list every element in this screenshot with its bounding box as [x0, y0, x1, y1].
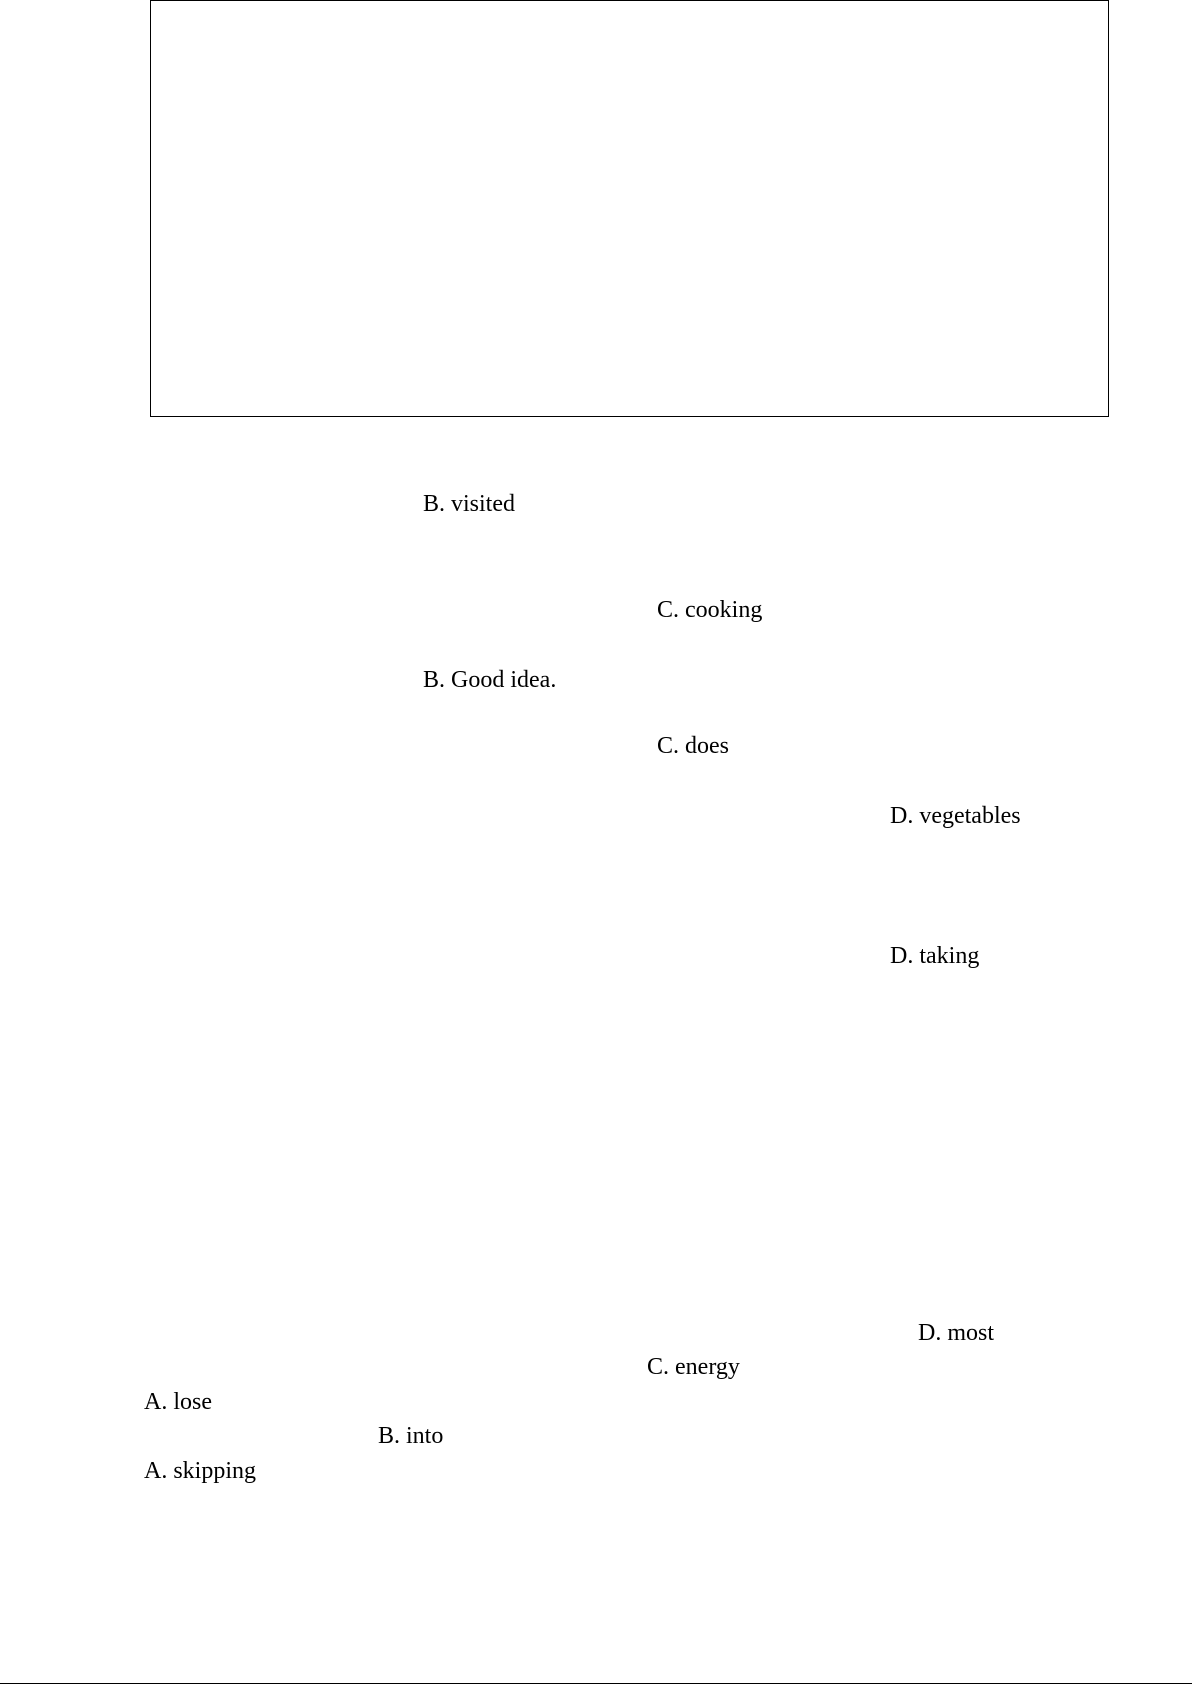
option-b-good-idea: B. Good idea. [423, 667, 557, 693]
option-a-lose: A. lose [144, 1389, 212, 1415]
option-d-most: D. most [918, 1320, 995, 1346]
option-b-visited: B. visited [423, 491, 516, 517]
option-a-skipping: A. skipping [144, 1458, 257, 1484]
option-d-vegetables: D. vegetables [890, 803, 1021, 829]
bottom-rule-line [0, 1683, 1192, 1684]
option-c-cooking: C. cooking [657, 597, 763, 623]
option-b-into: B. into [378, 1423, 444, 1449]
option-c-does: C. does [657, 733, 729, 759]
option-d-taking: D. taking [890, 943, 980, 969]
empty-bordered-box [150, 0, 1109, 417]
option-c-energy: C. energy [647, 1354, 740, 1380]
